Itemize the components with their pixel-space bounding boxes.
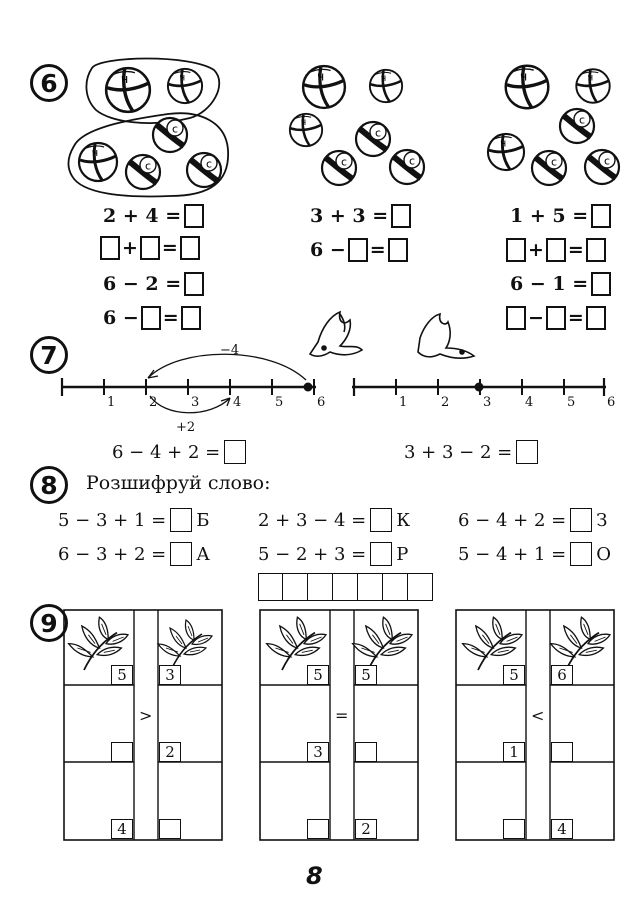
decode-item bbox=[258, 542, 408, 566]
eq-text: 6 − bbox=[310, 239, 346, 261]
ball-ch-icon bbox=[576, 69, 609, 102]
letter-box[interactable] bbox=[333, 573, 358, 601]
tick-label: 4 bbox=[233, 395, 242, 410]
number-lines bbox=[0, 300, 638, 440]
cell-value[interactable] bbox=[307, 819, 329, 839]
eq6-g1-r3 bbox=[103, 272, 204, 296]
cell-value: 4 bbox=[111, 819, 133, 839]
page-number: 8 bbox=[306, 862, 323, 890]
tick-label: 1 bbox=[107, 395, 116, 410]
tick-label: 2 bbox=[149, 395, 158, 410]
eq-text: 5 − 4 + 1 = bbox=[458, 543, 567, 565]
tick-label: 5 bbox=[275, 395, 284, 410]
jump-forward-label: +2 bbox=[176, 420, 196, 435]
answer-box[interactable] bbox=[591, 272, 611, 296]
answer-box[interactable] bbox=[370, 542, 392, 566]
answer-box[interactable] bbox=[180, 236, 200, 260]
ball-ch-icon bbox=[290, 114, 322, 146]
ball-s-icon bbox=[532, 151, 566, 185]
answer-box[interactable] bbox=[591, 204, 611, 228]
ball-ch-icon bbox=[506, 66, 549, 109]
decode-item bbox=[58, 542, 210, 566]
exercise8-title: Розшифруй слово: bbox=[86, 472, 271, 494]
eq-text: 3 + 3 = bbox=[310, 205, 389, 227]
decode-item bbox=[458, 542, 611, 566]
eq6-g1-r2 bbox=[100, 236, 200, 260]
cell-value: 6 bbox=[551, 665, 573, 685]
eq-text: 6 − 3 + 2 = bbox=[58, 543, 167, 565]
eq-text: 2 + 3 − 4 = bbox=[258, 509, 367, 531]
ball-s-icon bbox=[126, 155, 160, 189]
eq-text: 5 − 3 + 1 = bbox=[58, 509, 167, 531]
ball-ch-icon bbox=[488, 134, 524, 170]
cell-value: 3 bbox=[159, 665, 181, 685]
leaf-icon bbox=[463, 617, 522, 670]
eq-text: 6 − 2 = bbox=[103, 273, 182, 295]
cell-value: 5 bbox=[355, 665, 377, 685]
leaf-icon bbox=[267, 617, 326, 670]
eq6-g3-r2 bbox=[506, 238, 606, 262]
minus-sign: − bbox=[528, 307, 544, 329]
answer-box[interactable] bbox=[391, 204, 411, 228]
eq7-line1 bbox=[112, 440, 246, 464]
answer-box[interactable] bbox=[224, 440, 246, 464]
leaf-icon bbox=[353, 617, 412, 670]
eq-text: 2 + 4 = bbox=[103, 205, 182, 227]
plus-sign: + bbox=[122, 237, 138, 259]
answer-box[interactable] bbox=[170, 542, 192, 566]
tick-label: 1 bbox=[399, 395, 408, 410]
tick-label: 2 bbox=[441, 395, 450, 410]
exercise-number-8: 8 bbox=[30, 466, 68, 504]
equals-sign: = bbox=[161, 237, 178, 259]
letter-box[interactable] bbox=[258, 573, 283, 601]
answer-box[interactable] bbox=[506, 238, 526, 262]
ball-s-icon bbox=[560, 109, 594, 143]
cell-value: 3 bbox=[307, 742, 329, 762]
ball-s-icon bbox=[187, 153, 221, 187]
answer-box[interactable] bbox=[184, 272, 204, 296]
letter: А bbox=[196, 543, 210, 565]
equals-sign: = bbox=[567, 307, 584, 329]
leaf-icon bbox=[69, 617, 128, 670]
ball-ch-icon bbox=[106, 68, 150, 112]
letter-box[interactable] bbox=[358, 573, 383, 601]
ball-ch-icon bbox=[303, 66, 345, 108]
tick-label: 6 bbox=[607, 395, 616, 410]
eq-text: 6 − bbox=[103, 307, 139, 329]
cell-value: 1 bbox=[503, 742, 525, 762]
eq-text: 6 − 4 + 2 = bbox=[458, 509, 567, 531]
eq6-g2-r1 bbox=[310, 204, 411, 228]
eq6-g2-r2 bbox=[310, 238, 408, 262]
cell-value[interactable] bbox=[159, 819, 181, 839]
cell-value[interactable] bbox=[111, 742, 133, 762]
answer-box[interactable] bbox=[170, 508, 192, 532]
eq-text: 5 − 2 + 3 = bbox=[258, 543, 367, 565]
decode-item bbox=[458, 508, 607, 532]
answer-box[interactable] bbox=[388, 238, 408, 262]
cell-value: 4 bbox=[551, 819, 573, 839]
tick-label: 4 bbox=[525, 395, 534, 410]
eq6-g1-r1 bbox=[103, 204, 204, 228]
eq-text: 6 − 1 = bbox=[510, 273, 589, 295]
tick-label: 3 bbox=[483, 395, 492, 410]
bird-icon bbox=[310, 312, 362, 356]
answer-box[interactable] bbox=[348, 238, 368, 262]
cell-value[interactable] bbox=[503, 819, 525, 839]
eq-text: 6 − 4 + 2 = bbox=[112, 441, 221, 463]
compare-sign: = bbox=[335, 706, 349, 725]
ball-s-icon bbox=[390, 150, 424, 184]
exercise-number-6: 6 bbox=[30, 64, 68, 102]
ball-s-icon bbox=[356, 122, 390, 156]
cell-value: 5 bbox=[307, 665, 329, 685]
equals-sign: = bbox=[567, 239, 584, 261]
leaf-icon bbox=[158, 620, 212, 668]
ball-ch-icon bbox=[168, 69, 202, 103]
letter: Б bbox=[196, 509, 210, 531]
cell-value[interactable] bbox=[551, 742, 573, 762]
letter: Р bbox=[396, 543, 409, 565]
answer-box[interactable] bbox=[570, 542, 592, 566]
eq6-g3-r1 bbox=[510, 204, 611, 228]
ball-ch-icon bbox=[79, 143, 117, 181]
exercise-number-9: 9 bbox=[30, 604, 68, 642]
plus-sign: + bbox=[528, 239, 544, 261]
jump-back-label: −4 bbox=[220, 343, 240, 358]
bird-icon bbox=[418, 314, 474, 358]
tick-label: 6 bbox=[317, 395, 326, 410]
ball-s-icon bbox=[153, 118, 187, 152]
leaf-icon bbox=[551, 617, 610, 670]
answer-box[interactable] bbox=[570, 508, 592, 532]
letter: К bbox=[396, 509, 411, 531]
cell-value[interactable] bbox=[355, 742, 377, 762]
answer-box[interactable] bbox=[586, 238, 606, 262]
letter-box[interactable] bbox=[408, 573, 433, 601]
cell-value: 2 bbox=[355, 819, 377, 839]
letter-box[interactable] bbox=[383, 573, 408, 601]
eq-text: 3 + 3 − 2 = bbox=[404, 441, 513, 463]
equals-sign: = bbox=[162, 307, 179, 329]
answer-box[interactable] bbox=[516, 440, 538, 464]
exercise-number-7: 7 bbox=[30, 336, 68, 374]
eq-text: 1 + 5 = bbox=[510, 205, 589, 227]
decode-item bbox=[58, 508, 209, 532]
cell-value: 5 bbox=[111, 665, 133, 685]
compare-sign: < bbox=[531, 706, 545, 725]
decode-item bbox=[258, 508, 410, 532]
letter: О bbox=[596, 543, 611, 565]
cell-value: 5 bbox=[503, 665, 525, 685]
compare-sign: > bbox=[139, 706, 153, 725]
tick-label: 5 bbox=[567, 395, 576, 410]
ball-s-icon bbox=[322, 151, 356, 185]
eq6-g3-r3 bbox=[510, 272, 611, 296]
ball-ch-icon bbox=[370, 70, 402, 102]
ball-s-icon bbox=[585, 150, 619, 184]
answer-box[interactable] bbox=[370, 508, 392, 532]
cell-value: 2 bbox=[159, 742, 181, 762]
answer-box[interactable] bbox=[546, 238, 566, 262]
eq7-line2 bbox=[404, 440, 538, 464]
tick-label: 3 bbox=[191, 395, 200, 410]
letter-box[interactable] bbox=[283, 573, 308, 601]
answer-box[interactable] bbox=[100, 236, 120, 260]
letter: З bbox=[596, 509, 608, 531]
word-answer-boxes bbox=[258, 573, 433, 601]
equals-sign: = bbox=[369, 239, 386, 261]
letter-box[interactable] bbox=[308, 573, 333, 601]
answer-box[interactable] bbox=[140, 236, 160, 260]
answer-box[interactable] bbox=[184, 204, 204, 228]
